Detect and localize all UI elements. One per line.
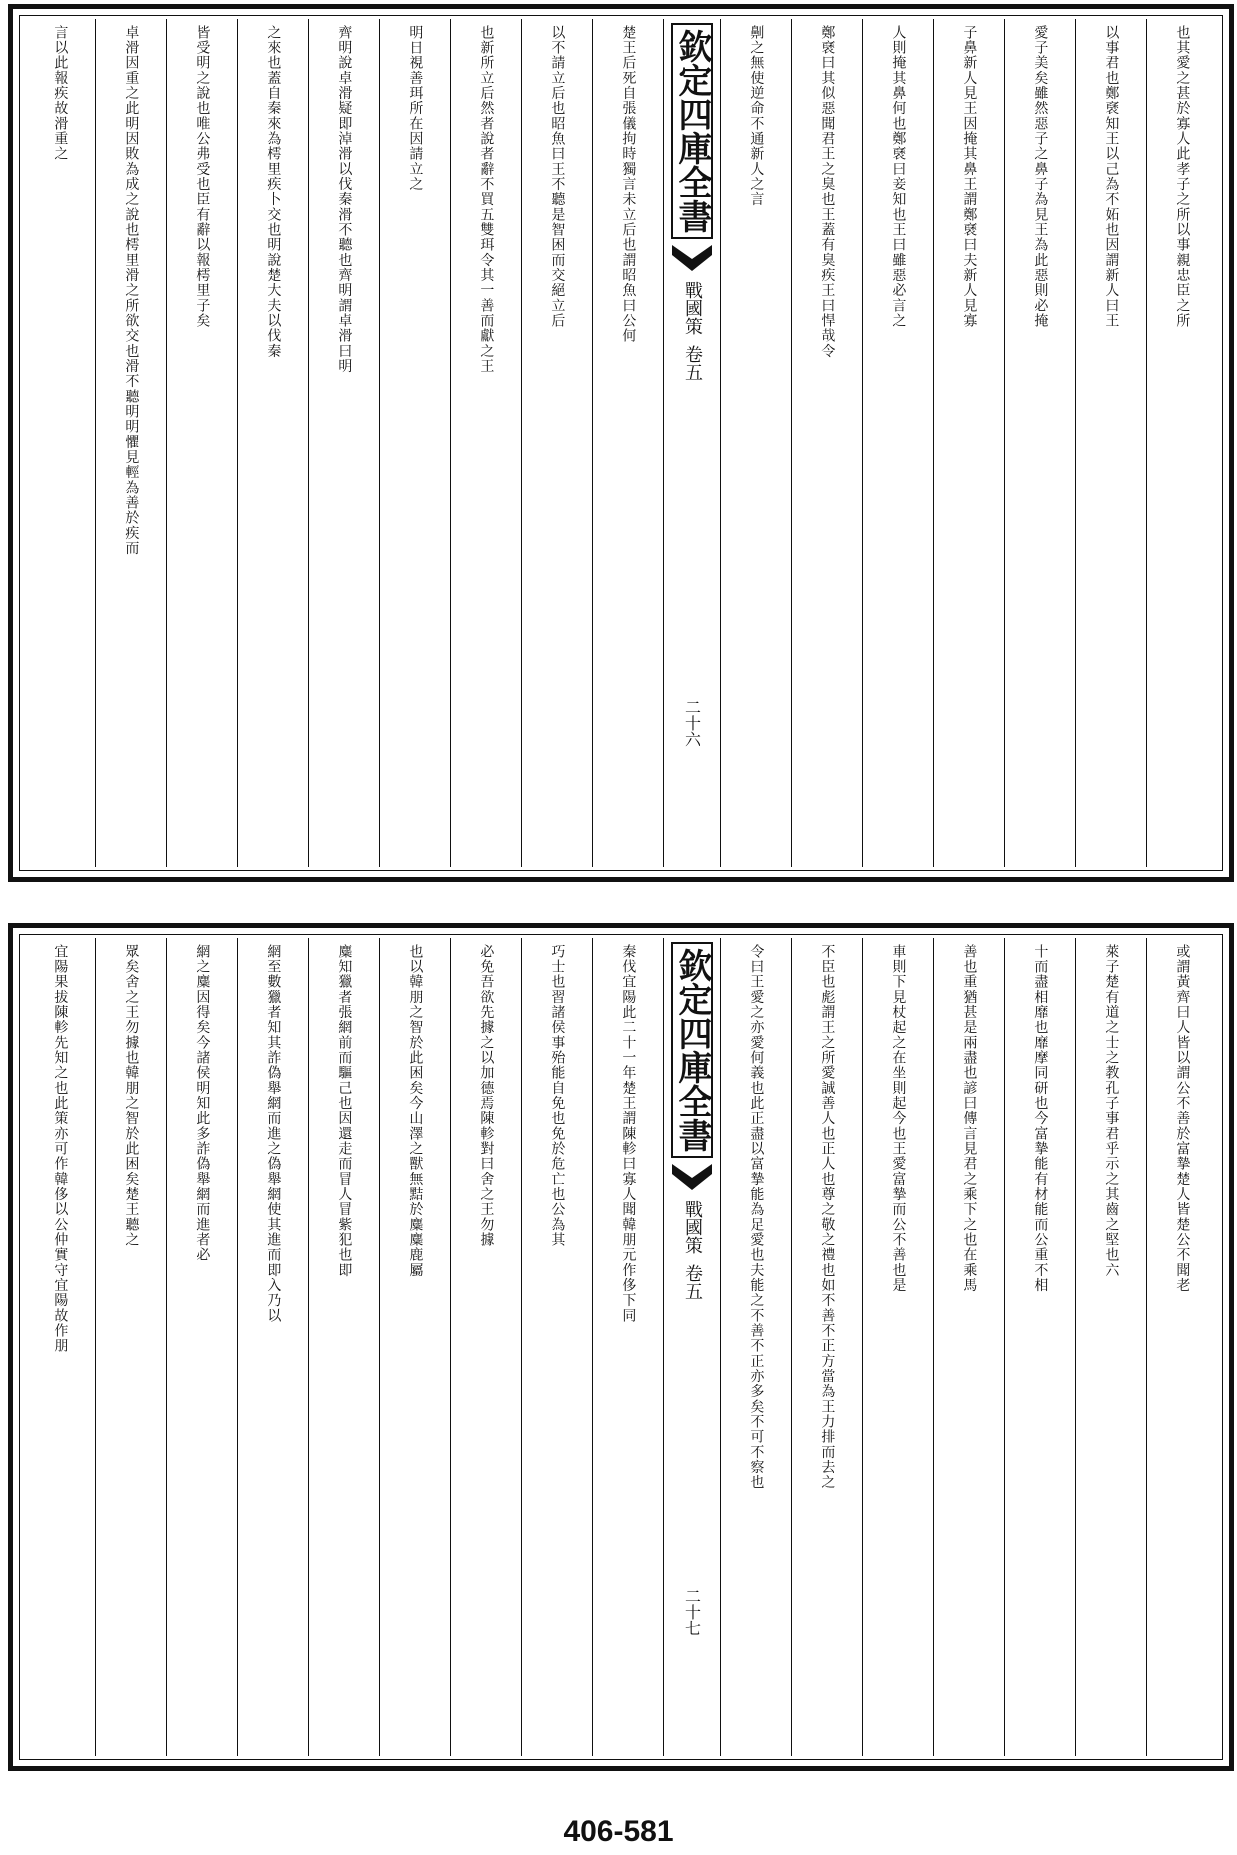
margin-header: 欽定四庫全書 xyxy=(671,23,713,239)
text-column: 車則下見杖起之在坐則起今也王愛富摯而公不善也是 xyxy=(862,938,933,1756)
text-column: 宜陽果拔陳軫先知之也此策亦可作韓侈以公仲實守宜陽故作朋 xyxy=(52,944,69,1354)
text-column: 必免吾欲先據之以加德焉陳軫對曰舍之王勿據 xyxy=(450,938,521,1756)
text-column: 網至數獵者知其詐偽舉網而進之偽舉網使其進而即入乃以 xyxy=(237,938,308,1756)
margin-volume: 卷五 xyxy=(682,345,703,381)
fish-tail-icon xyxy=(672,1164,712,1190)
text-column: 愛子美矣雖然惡子之鼻子為見王為此惡則必掩 xyxy=(1004,19,1075,867)
page-bottom xyxy=(8,923,1234,1771)
margin-book-title: 戰國策 xyxy=(682,281,703,335)
center-margin xyxy=(663,19,720,867)
text-column: 秦伐宜陽此二十一年楚王謂陳軫曰寡人聞韓朋元作侈下同 xyxy=(592,938,663,1756)
text-column: 鄭褎曰其似惡聞君王之臭也王蓋有臭疾王曰悍哉令 xyxy=(791,19,862,867)
page-footer-number: 406-581 xyxy=(563,1815,674,1848)
fish-tail-icon xyxy=(672,245,712,271)
margin-book-title: 戰國策 xyxy=(682,1200,703,1254)
text-column: 以不請立后也昭魚曰王不聽是智困而交絕立后 xyxy=(521,19,592,867)
text-column: 皆受明之說也唯公弗受也臣有辭以報樗里子矣 xyxy=(166,19,237,867)
text-column: 人則掩其鼻何也鄭褎曰妾知也王曰雖惡必言之 xyxy=(862,19,933,867)
text-column: 言以此報疾故滑重之 xyxy=(52,25,69,162)
text-column: 子鼻新人見王因掩其鼻王謂鄭褎曰夫新人見寡 xyxy=(933,19,1004,867)
text-column: 十而盡相靡也靡摩同研也今富摯能有材能而公重不相 xyxy=(1004,938,1075,1756)
margin-volume: 卷五 xyxy=(682,1264,703,1300)
margin-page-number: 二十六 xyxy=(682,699,702,747)
text-column: 萊子楚有道之士之教孔子事君乎示之其齒之堅也六 xyxy=(1075,938,1146,1756)
page-top xyxy=(8,4,1234,882)
margin-page-number: 二十七 xyxy=(682,1588,702,1636)
text-column: 齊明說卓滑疑即淖滑以伐秦滑不聽也齊明謂卓滑曰明 xyxy=(308,19,379,867)
text-column: 以事君也鄭褎知王以己為不妬也因謂新人曰王 xyxy=(1075,19,1146,867)
text-column: 巧士也習諸侯事殆能自免也免於危亡也公為其 xyxy=(521,938,592,1756)
text-column: 善也重猶甚是兩盡也諺曰傳言見君之乘下之也在乘馬 xyxy=(933,938,1004,1756)
text-column: 劓之無使逆命不通新人之言 xyxy=(720,19,791,867)
text-column: 卓滑因重之此明因敗為成之說也樗里滑之所欲交也滑不聽明明懼見輕為善於疾而 xyxy=(95,19,166,867)
text-column: 不臣也彪謂王之所愛誠善人也正人也尊之敬之禮也如不善不正方當為王力排而去之 xyxy=(791,938,862,1756)
text-column: 眾矣舍之王勿據也韓朋之智於此困矣楚王聽之 xyxy=(95,938,166,1756)
text-column: 明日視善珥所在因請立之 xyxy=(379,19,450,867)
text-column: 也以韓朋之智於此困矣今山澤之獸無黠於麋麋鹿屬 xyxy=(379,938,450,1756)
text-column: 麋知獵者張網前而驅己也因還走而冒人冒紫犯也即 xyxy=(308,938,379,1756)
text-column: 也其愛之甚於寡人此孝子之所以事親忠臣之所 xyxy=(1146,19,1217,867)
margin-header: 欽定四庫全書 xyxy=(671,942,713,1158)
text-column: 或謂黃齊曰人皆以謂公不善於富摯楚人皆楚公不聞老 xyxy=(1146,938,1217,1756)
text-column: 也新所立后然者說者辭不買五雙珥令其一善而獻之王 xyxy=(450,19,521,867)
text-column: 之來也蓋自秦來為樗里疾卜交也明說楚大夫以伐秦 xyxy=(237,19,308,867)
text-column: 令曰王愛之亦愛何義也此正盡以富摯能為足愛也夫能之不善不正亦多矣不可不察也 xyxy=(720,938,791,1756)
text-column: 楚王后死自張儀拘時獨言未立后也謂昭魚曰公何 xyxy=(592,19,663,867)
text-column: 網之麋因得矣今諸侯明知此多詐偽舉網而進者必 xyxy=(166,938,237,1756)
center-margin xyxy=(663,938,720,1756)
